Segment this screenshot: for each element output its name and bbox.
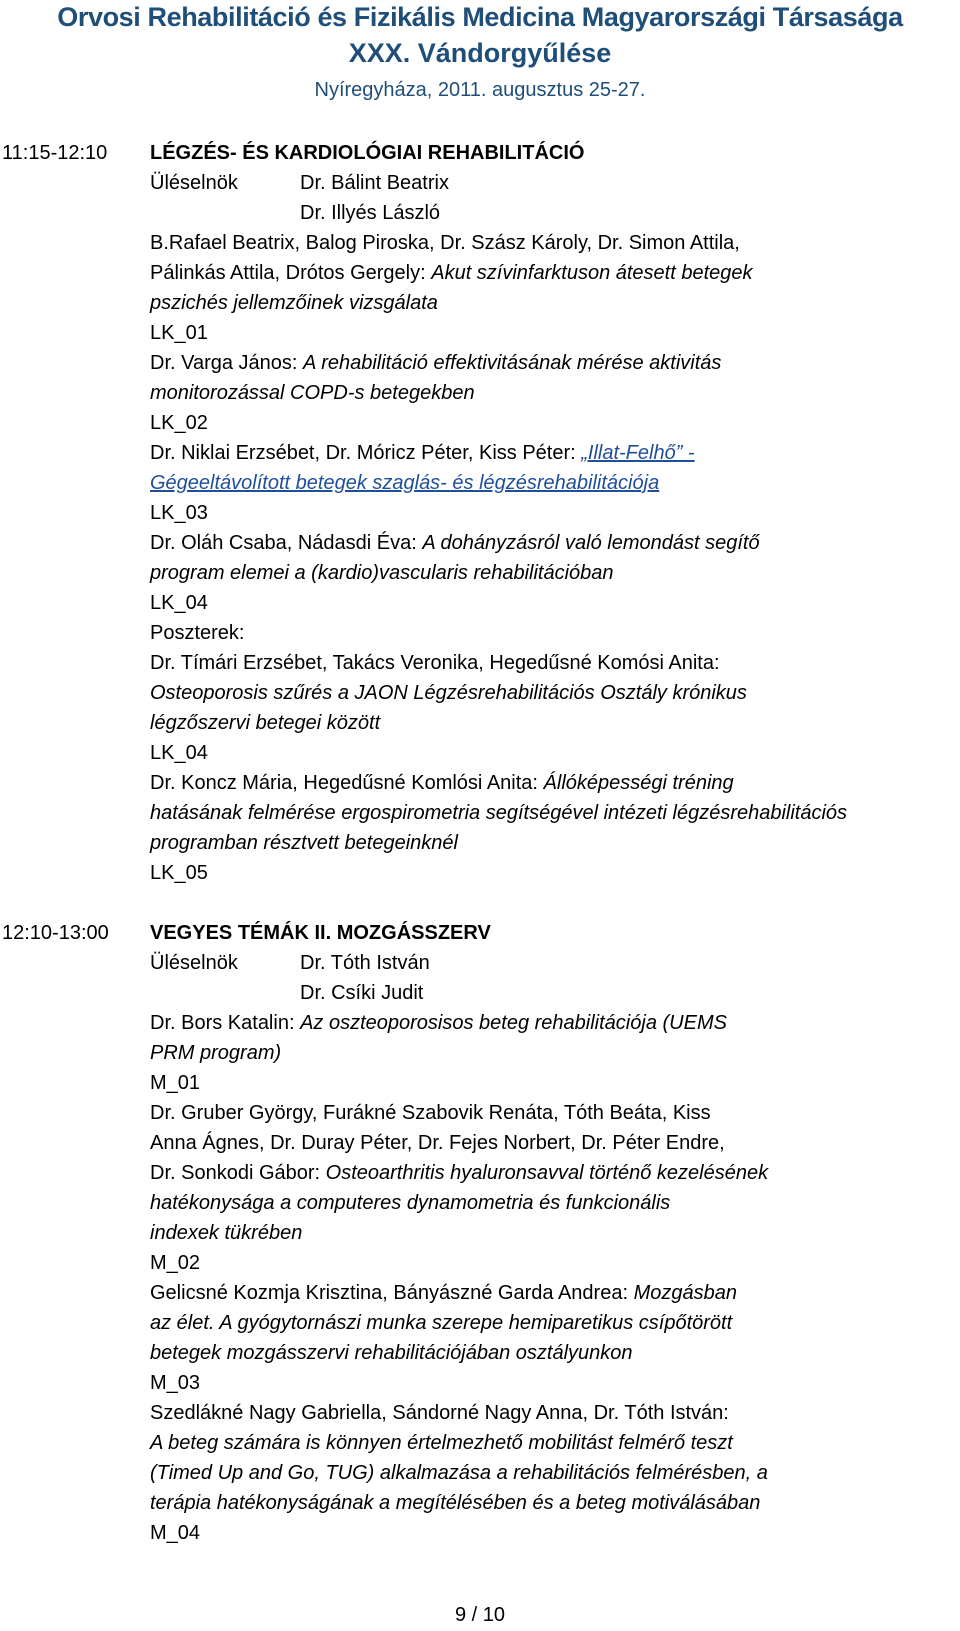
poster-title: Állóképességi tréning: [543, 772, 734, 794]
talk-title: Az oszteoporosisos beteg rehabilitációja (UEMS: [300, 1012, 727, 1034]
talk-title: hatékonysága a computeres dynamometria és funkcionális: [150, 1192, 671, 1214]
posters-label: Poszterek:: [150, 622, 245, 644]
talk-title-link[interactable]: „Illat-Felhő” -: [581, 442, 695, 464]
talk-title: pszichés jellemzőinek vizsgálata: [150, 292, 438, 314]
chair-name: Dr. Illyés László: [300, 202, 441, 224]
talk-authors: Dr. Bors Katalin:: [150, 1012, 301, 1034]
poster-title: Osteoporosis szűrés a JAON Légzésrehabilitációs Osztály krónikus: [150, 682, 747, 704]
talk-title: Osteoarthritis hyaluronsavval történő kezelésének: [325, 1162, 769, 1184]
poster-title: hatásának felmérése ergospirometria segítségével intézeti légzésrehabilitációs: [150, 802, 848, 824]
talk-entry: [150, 438, 695, 468]
talk-code: M_02: [150, 1252, 201, 1274]
talk-code: LK_01: [150, 322, 208, 344]
talk-title: betegek mozgásszervi rehabilitációjában osztályunkon: [150, 1342, 633, 1364]
chair-name: Dr. Csíki Judit: [300, 982, 424, 1004]
talk-authors: Gelicsné Kozmja Krisztina, Bányászné Garda Andrea:: [150, 1282, 634, 1304]
chair-name: Dr. Bálint Beatrix: [300, 172, 449, 194]
talk-code: M_03: [150, 1372, 201, 1394]
talk-title: Mozgásban: [633, 1282, 737, 1304]
talk-entry: [150, 348, 721, 378]
talk-code: M_04: [150, 1522, 201, 1544]
talk-authors: B.Rafael Beatrix, Balog Piroska, Dr. Szász Károly, Dr. Simon Attila,: [150, 232, 740, 254]
poster-code: LK_04: [150, 742, 208, 764]
society-title: Orvosi Rehabilitáció és Fizikális Medicina Magyarországi Társasága: [57, 2, 903, 32]
talk-entry: [150, 528, 760, 558]
talk-authors: Szedlákné Nagy Gabriella, Sándorné Nagy Anna, Dr. Tóth István:: [150, 1402, 729, 1424]
talk-authors: Pálinkás Attila, Drótos Gergely:: [150, 262, 432, 284]
talk-authors: Dr. Oláh Csaba, Nádasdi Éva:: [150, 532, 423, 554]
talk-title: (Timed Up and Go, TUG) alkalmazása a rehabilitációs felmérésben, a: [150, 1462, 768, 1484]
talk-title: A gyógytornászi munka szerepe hemiparetikus csípőtörött: [219, 1312, 733, 1334]
talk-title: A dohányzásról való lemondást segítő: [422, 532, 760, 554]
event-title: XXX. Vándorgyűlése: [348, 38, 612, 68]
talk-authors: Dr. Gruber György, Furákné Szabovik Renáta, Tóth Beáta, Kiss: [150, 1102, 711, 1124]
talk-entry: [150, 258, 753, 288]
session-time: 12:10-13:00: [2, 922, 109, 944]
talk-code: LK_02: [150, 412, 208, 434]
place-date: Nyíregyháza, 2011. augusztus 25-27.: [314, 79, 646, 101]
talk-authors: Dr. Sonkodi Gábor:: [150, 1162, 326, 1184]
talk-entry: [150, 1008, 727, 1038]
talk-code: M_01: [150, 1072, 201, 1094]
session-title: VEGYES TÉMÁK II. MOZGÁSSZERV: [150, 922, 491, 944]
chair-name: Dr. Tóth István: [300, 952, 430, 974]
talk-entry: [150, 1158, 768, 1188]
talk-title: PRM program): [150, 1042, 282, 1064]
page-number: 9 / 10: [454, 1604, 506, 1626]
poster-title: programban résztvett betegeinknél: [150, 832, 458, 854]
talk-authors: Dr. Varga János:: [150, 352, 304, 374]
talk-authors: Dr. Niklai Erzsébet, Dr. Móricz Péter, Kiss Péter:: [150, 442, 582, 464]
chair-label: Üléselnök: [150, 952, 238, 974]
session-time: 11:15-12:10: [2, 142, 108, 164]
session-title: LÉGZÉS- ÉS KARDIOLÓGIAI REHABILITÁCIÓ: [150, 142, 585, 164]
talk-entry: [150, 1278, 737, 1308]
talk-title-row: [150, 468, 659, 498]
chair-label: Üléselnök: [150, 172, 238, 194]
talk-title: program elemei a (kardio)vascularis rehabilitációban: [150, 562, 614, 584]
talk-title: indexek tükrében: [150, 1222, 303, 1244]
poster-title: légzőszervi betegei között: [150, 712, 381, 734]
talk-authors: Anna Ágnes, Dr. Duray Péter, Dr. Fejes Norbert, Dr. Péter Endre,: [150, 1132, 725, 1154]
talk-title: terápia hatékonyságának a megítélésében és a beteg motiválásában: [150, 1492, 761, 1514]
talk-title-row: [150, 1308, 732, 1338]
talk-title: monitorozással COPD-s betegekben: [150, 382, 475, 404]
talk-title: Akut szívinfarktuson átesett betegek: [431, 262, 753, 284]
poster-code: LK_05: [150, 862, 208, 884]
talk-code: LK_03: [150, 502, 208, 524]
talk-title: A beteg számára is könnyen értelmezhető mobilitást felmérő teszt: [150, 1432, 733, 1454]
talk-title-link[interactable]: Gégeeltávolított betegek szaglás- és légzésrehabilitációja: [150, 472, 660, 494]
talk-title: A rehabilitáció effektivitásának mérése aktivitás: [303, 352, 722, 374]
poster-authors: Dr. Tímári Erzsébet, Takács Veronika, Hegedűsné Komósi Anita:: [150, 652, 720, 674]
talk-title: az élet.: [150, 1312, 220, 1334]
talk-code: LK_04: [150, 592, 208, 614]
poster-authors: Dr. Koncz Mária, Hegedűsné Komlósi Anita:: [150, 772, 544, 794]
poster-entry: [150, 768, 734, 798]
